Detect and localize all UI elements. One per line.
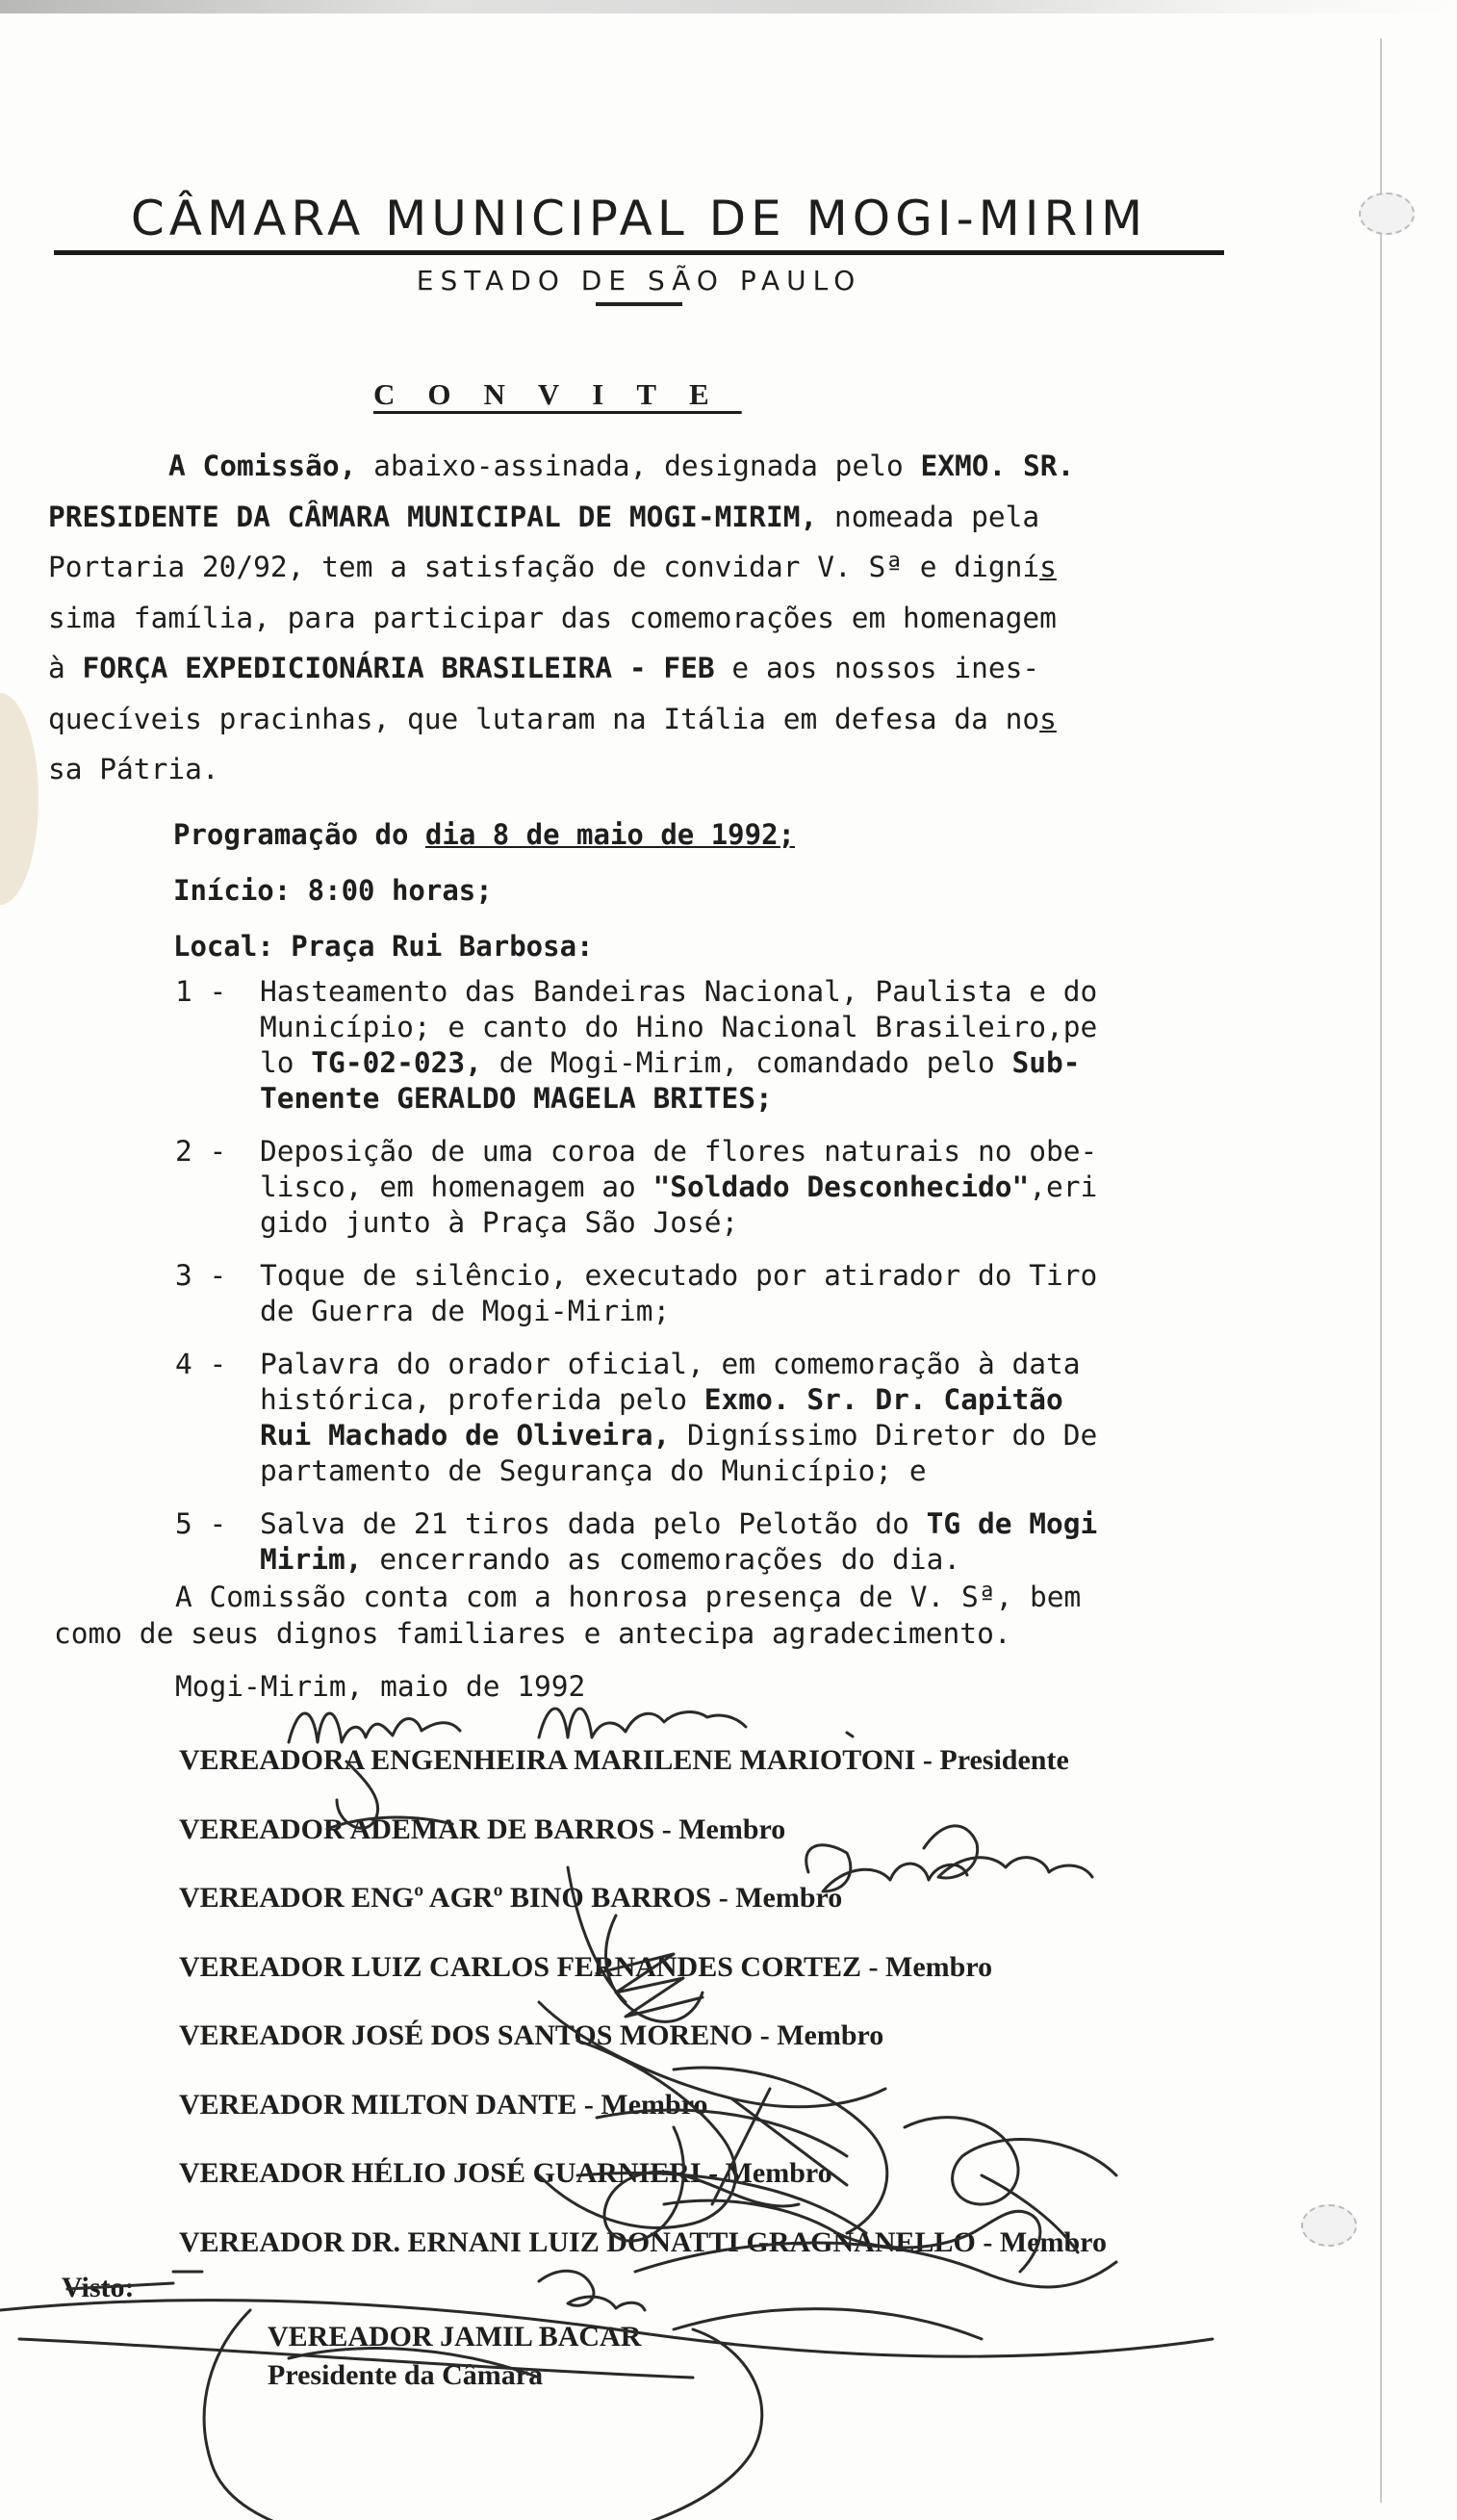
signatory-list — [179, 1744, 1107, 2295]
punch-hole — [1359, 193, 1415, 235]
programme-date: Programação do dia 8 de maio de 1992; — [173, 818, 796, 851]
signatory: VEREADOR MILTON DANTE - Membro — [179, 2088, 708, 2121]
visto-label: Visto: — [62, 2272, 135, 2303]
scan-edge — [0, 0, 1457, 13]
programme-start: Início: 8:00 horas; — [173, 874, 493, 907]
intro-paragraph: A Comissão, abaixo-assinada, designada pelo EXMO. SR. PRESIDENTE DA CÂMARA MUNICIPAL DE MOGI-MIRIM, nomeada pela Portaria 20/92, tem a satisfação de convidar V. Sª e dignís sima família, para participar das comemorações em homenagem à FORÇA EXPEDICIONÁRIA BRASILEIRA - FEB e aos nossos ines- quecíveis pracinhas, que lutaram na Itália em defesa da nos sa Pátria. — [48, 450, 1075, 785]
page-margin-line — [1380, 39, 1382, 2503]
document-heading: CONVITE — [373, 377, 742, 411]
list-item: 5 - Salva de 21 tiros dada pelo Pelotão do TG de Mogi Mirim, encerrando as comemorações do dia. — [175, 1507, 1098, 1576]
signatory: VEREADOR ENGº AGRº BINO BARROS - Membro — [179, 1882, 843, 1914]
signatory: VEREADOR JOSÉ DOS SANTOS MORENO - Membro — [179, 2019, 884, 2051]
signatory: VEREADORA ENGENHEIRA MARILENE MARIOTONI - Presidente — [179, 1744, 1069, 1776]
signatory: VEREADOR ADEMAR DE BARROS - Membro — [179, 1813, 786, 1845]
list-item: 3 - Toque de silêncio, executado por atirador do Tiro de Guerra de Mogi-Mirim; — [175, 1259, 1098, 1327]
president-name: VEREADOR JAMIL BACAR — [268, 2321, 642, 2353]
signatory: VEREADOR HÉLIO JOSÉ GUARNIERI - Membro — [179, 2157, 832, 2189]
signatory: VEREADOR DR. ERNANI LUIZ DONATTI GRAGNANELLO - Membro — [179, 2225, 1107, 2258]
letterhead-subtitle: ESTADO DE SÃO PAULO — [416, 265, 862, 296]
president-role: Presidente da Câmara — [268, 2359, 544, 2391]
closing-paragraph: A Comissão conta com a honrosa presença de V. Sª, bem como de seus dignos familiares e antecipa agradecimento. — [54, 1581, 1082, 1650]
paper-stain — [0, 693, 38, 905]
programme-block — [173, 807, 795, 974]
programme-items — [175, 974, 1291, 1595]
letterhead-divider — [596, 302, 682, 306]
signatory: VEREADOR LUIZ CARLOS FERNANDES CORTEZ - Membro — [179, 1950, 993, 1983]
place-date: Mogi-Mirim, maio de 1992 — [175, 1670, 586, 1703]
list-item: 1 - Hasteamento das Bandeiras Nacional, Paulista e do Município; e canto do Hino Nacional Brasileiro,pe lo TG-02-023, de Mogi-Mirim, comandado pelo Sub- Tenente GERALDO MAGELA BRITES; — [175, 975, 1098, 1115]
punch-hole — [1301, 2204, 1357, 2247]
president-block — [268, 2318, 641, 2395]
letterhead — [54, 189, 1224, 306]
letterhead-title: CÂMARA MUNICIPAL DE MOGI-MIRIM — [54, 189, 1224, 255]
list-item: 4 - Palavra do orador oficial, em comemoração à data histórica, proferida pelo Exmo. Sr. Dr. Capitão Rui Machado de Oliveira, Digníssimo Diretor do De partamento de Segurança do Município; e — [175, 1348, 1098, 1487]
programme-place: Local: Praça Rui Barbosa: — [173, 930, 594, 963]
list-item: 2 - Deposição de uma coroa de flores naturais no obe- lisco, em homenagem ao "Soldado Desconhecido",eri gido junto à Praça São José; — [175, 1135, 1098, 1239]
